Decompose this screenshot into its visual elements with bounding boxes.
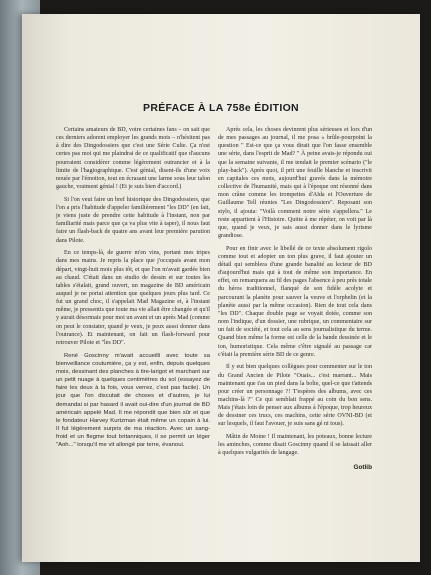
book-page [22,14,420,562]
signature: Gotlib [353,463,372,471]
paragraph: Pour en finir avec le libellé de ce texte absolument rigolo comme tout et adopter un ton plus grave, il faut ajouter un détail qui semblera d'une grande banalité au lecteur de BD d'aujourd'hui mais qui à tout de même son importance. En effet, on remarquera au fil des pages l'absence à peu près totale du héros traditionnel, flanqué de son fidèle acolyte et parcourant la planète pour sauver la veuve et l'orphelin (et la planète aussi par la même occasion). Rien de tout cela dans "les DD". Chaque double page se voyait dotée, comme son nom l'indique, d'un dossier, une rubrique, un commentaire sur un fait de société, et tout cela au sens journalistique du terme. Quand bien même la forme est celle de la bande dessinée et le ton, humoristique. Cela même c'être signalé au passage car c'était la première série BD de ce genre. [218,245,372,358]
page-title: PRÉFACE À LA 758e ÉDITION [143,102,299,114]
paragraph: Mâtin de Moine ! Il maintenant, les poteaux, bonne lecture les aminches, comme disait Goscinny quand il se laissait aller à quelques vulgarités de langage. [218,434,372,457]
paragraph: En ce temps-là, de guerre m'en vins, portant mes tripes dans mes mains. Je repris la place que j'occupais avant mon départ, vingt-huit mois plus tôt, et que l'on m'avait gardée bien au chaud. C'était dans un studio de dessin et sur toutes les tables s'étalait, grand ouvert, un magazine de BD américain auquel je ne portai attention que quelques jours plus tard. Ce fut un grand choc, il s'appelait Mad Magazine et, à l'instant même, je pressentis que toute ma vie allait être changée et qu'il y aurait désormais pour moi un avant et un après Mad (comme on peut le constater, quand je veux, je peux aussi donner dans l'outrance). Et maintenant, on fait un flash-forward pour retrouver Pilote et "les DD". [56,250,210,346]
paragraph: Il y eut bien quelques collègues pour commenter sur le ton du Grand Ancien de Pilote "Ouais... c'est marrant... Mais maintenant que t'as un pied dans la boîte, quel-ce que t'attends pour créer un personnage ?! T'espères des albums, avec ces machins-là ?" Ce qui semblait frappé au coin du bon sens. Mais j'étais loin de penser aux albums à l'époque, trop heureux de dessiner ces trucs, ces machins, cette série OVNI-BD (et sur lesquels, il faut l'avouer, je suis sans gé ni tous). [218,364,372,428]
left-column [56,126,210,471]
paragraph: Si l'on veut faire un bref historique des Dingodossiers, que l'on a pris l'habitude d'appeler familièrement "les DD" (en fait, je viens juste de prendre cette habitude à l'instant, non par familiarité mais parce que ça va plus vite à taper), il nous faut faire un flash-back de quatre ans avant leur première parution dans Pilote. [56,196,210,244]
paragraph: Après cela, les choses devinrent plus sérieuses et lors d'un de mes passages au journal, il me posa « brûle-pourpoint la question " Est-ce que ça vous dirait que l'on fasse ensemble une série, dans l'esprit de Mad? " À peine avais-je répondu oui que la semaine suivante, il me tendait le premier scénario ("le play-back"). Après quoi, il prit une feuille blanche et inscrivit en capitales ces mots, aujourd'hui gravés dans la mémoire collective de l'humanité, mais qui à l'époque ont résonné dans mon crâne comme les trompettes d'Aïda et l'Ouverture de Guillaume Tell réunies "Les Dingodossiers". Reposant son stylo, il ajouta: "Voilà comment notre série s'appellera." Le reste appartient à l'Histoire. Quitte à me répéter, on voit par là que, quand je veux, je sais aussi donner dans le lyrisme grandiose. [218,127,372,240]
paragraph: René Goscinny m'avait accueilli avec toute sa bienveillance coutumière, ça y est, enfin, depuis quelques mois, dessinant des planches à tire-larigot et marchant sur un petit nuage à quelques centimètres du sol (essayez de faire les deux à la fois, vous verrez, c'est pas facile). Un jour que l'on discutait de choses et d'autres, je lui demandai si par hasard il avait oui-dire d'un journal de BD américain appelé Mad. Il me répondit que bien sûr et que le fondateur Harvey Kurtzman était même un copain à lui. Il fut légèrement surpris de ma réaction. Avec un sang-froid et un flegme tout britanniques, il se permit un léger "Aoh..." lorsqu'il me vit allongé par terre, évanoui. [56,352,210,449]
right-column [218,126,372,471]
text-columns [56,126,372,471]
paragraph: Certains amateurs de BD, votre certaines fans – on sait que ces derniers adorent employer les grands mots – n'hésitent pas à dire des Dingodossiers que c'est une Série Culte. Ça n'est certes pas moi qui me plaindrai de ce qualificatif que d'aucuns pourraient considérer comme légèrement outrancier et à la limite de l'hagiographique. C'est génial, disent-ils d'une voix nouée par l'émotion, tout en écrasant une larme sous leur talon gauche, vraiment génial ! (Et je suis bien d'accord.) [56,127,210,191]
